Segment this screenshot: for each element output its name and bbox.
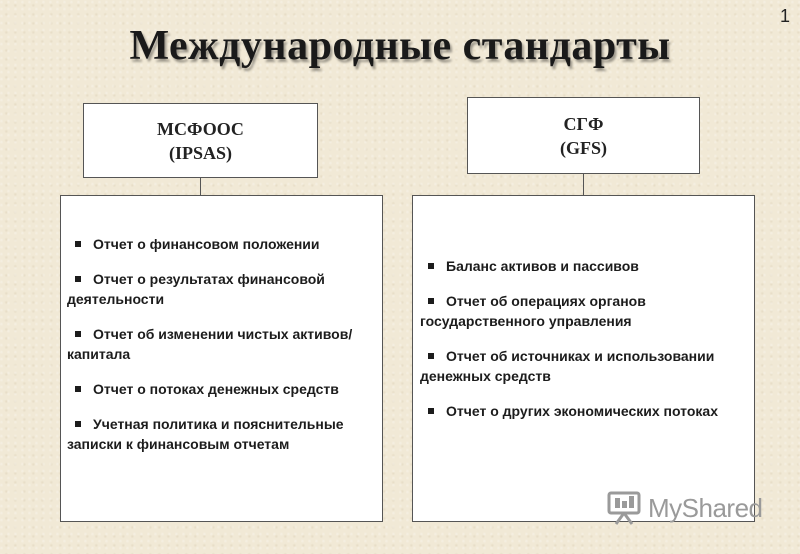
list-item: Отчет об изменении чистых активов/ капитала [67, 326, 353, 362]
standard-abbr: (IPSAS) [168, 142, 232, 163]
square-bullet-icon [428, 408, 434, 414]
square-bullet-icon [428, 263, 434, 269]
square-bullet-icon [75, 241, 81, 247]
gfs-report-list [412, 195, 755, 522]
square-bullet-icon [428, 298, 434, 304]
square-bullet-icon [428, 353, 434, 359]
page-title: Международные стандарты [129, 23, 671, 69]
standard-box-ipsas [83, 103, 318, 178]
watermark-text: MyShared [648, 492, 763, 523]
watermark-logo [606, 490, 776, 526]
square-bullet-icon [75, 276, 81, 282]
standard-name: МСФООС [157, 118, 244, 139]
standard-abbr: (GFS) [560, 137, 607, 158]
square-bullet-icon [75, 331, 81, 337]
square-bullet-icon [75, 421, 81, 427]
list-item: Учетная политика и пояснительные записки к финансовым отчетам [67, 416, 344, 452]
list-item: Отчет о потоках денежных средств [67, 379, 378, 399]
connector-line-right [583, 174, 584, 195]
page-number: 1 [779, 6, 790, 26]
list-item: Баланс активов и пассивов [420, 256, 750, 276]
list-item: Отчет об операциях органов государственного управления [420, 293, 646, 329]
standard-box-gfs [467, 97, 700, 174]
list-item: Отчет о финансовом положении [67, 234, 378, 254]
list-item: Отчет об источниках и использовании денежных средств [420, 348, 715, 384]
presentation-board-icon [606, 490, 644, 526]
square-bullet-icon [75, 386, 81, 392]
standard-name: СГФ [563, 113, 604, 134]
list-item: Отчет о результатах финансовой деятельности [67, 271, 325, 307]
ipsas-report-list [60, 195, 383, 522]
list-item: Отчет о других экономических потоках [420, 401, 750, 421]
connector-line-left [200, 178, 201, 195]
